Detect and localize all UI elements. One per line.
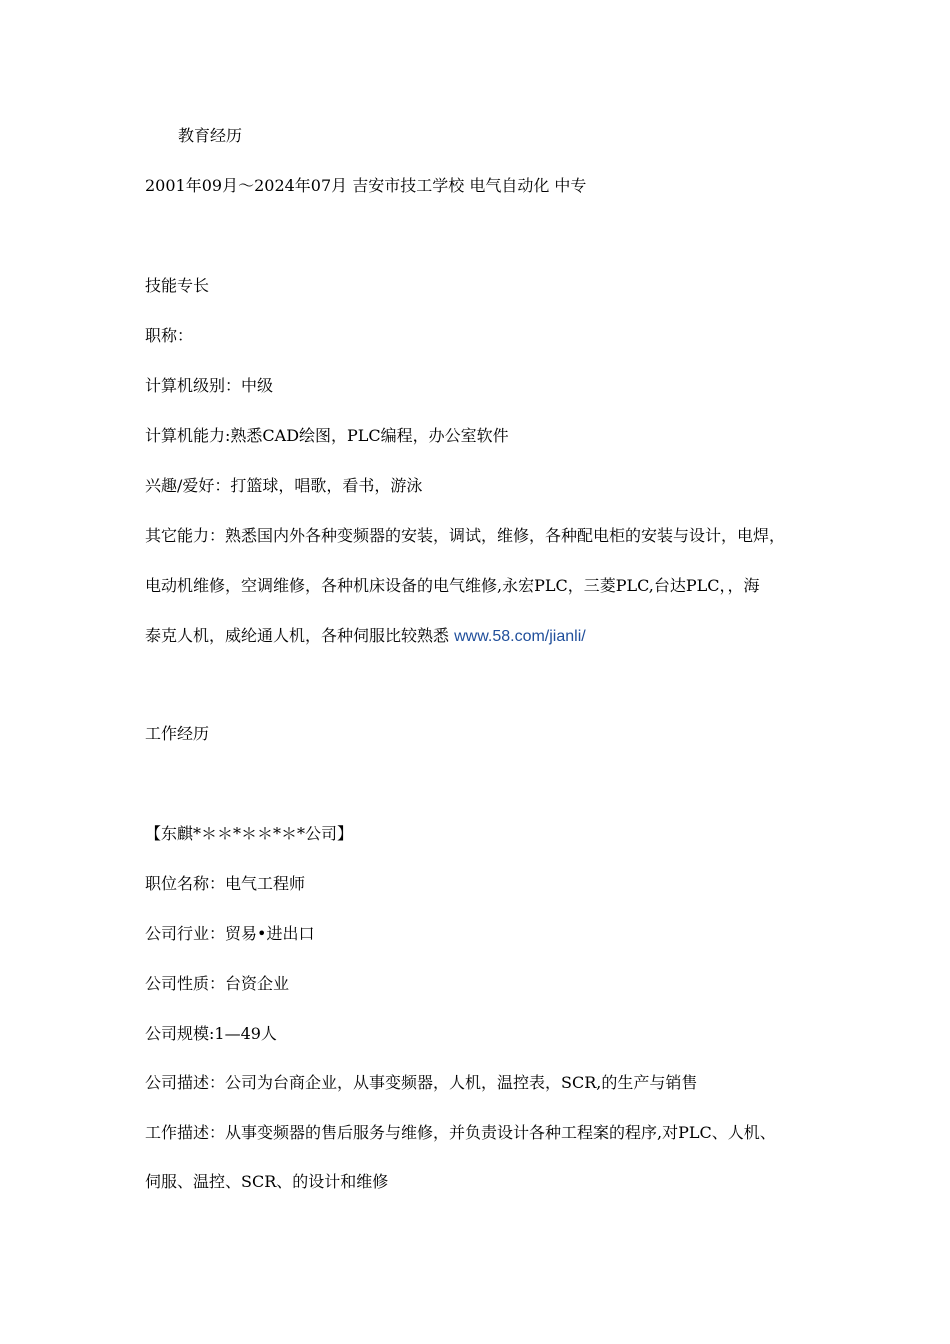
- work-job-description-line-2: 伺服、温控、SCR、的设计和维修: [145, 1172, 389, 1191]
- skills-other-line-3-text: 泰克人机，威纶通人机，各种伺服比较熟悉: [145, 626, 455, 645]
- work-nature: 公司性质：台资企业: [145, 974, 290, 993]
- skills-other-line-1: 其它能力：熟悉国内外各种变频器的安装，调试，维修，各种配电柜的安装与设计，电焊，: [145, 526, 786, 545]
- work-company: 【东麒*＊＊*＊＊*＊*公司】: [145, 824, 354, 843]
- work-scale: 公司规模:1—49人: [145, 1024, 277, 1043]
- skills-heading: 技能专长: [145, 276, 210, 295]
- resume-link[interactable]: www.58.com/jianli/: [454, 628, 586, 645]
- skills-computer-level: 计算机级别：中级: [145, 376, 274, 395]
- skills-other-line-3: [145, 626, 825, 647]
- work-heading: 工作经历: [145, 724, 210, 743]
- education-entry: 2001年09月～2024年07月 吉安市技工学校 电气自动化 中专: [145, 176, 587, 195]
- skills-title: 职称：: [145, 326, 194, 345]
- education-heading: 教育经历: [178, 126, 243, 145]
- work-position: 职位名称：电气工程师: [145, 874, 306, 893]
- work-industry: 公司行业：贸易•进出口: [145, 924, 315, 943]
- skills-hobbies: 兴趣/爱好：打篮球，唱歌，看书，游泳: [145, 476, 423, 495]
- skills-computer-ability: 计算机能力:熟悉CAD绘图，PLC编程，办公室软件: [145, 426, 509, 445]
- work-company-description: 公司描述：公司为台商企业，从事变频器，人机，温控表，SCR,的生产与销售: [145, 1073, 698, 1092]
- skills-other-line-2: 电动机维修，空调维修，各种机床设备的电气维修,永宏PLC，三菱PLC,台达PLC，，海: [145, 576, 760, 595]
- work-job-description-line-1: 工作描述：从事变频器的售后服务与维修，并负责设计各种工程案的程序,对PLC、人机、: [145, 1123, 776, 1142]
